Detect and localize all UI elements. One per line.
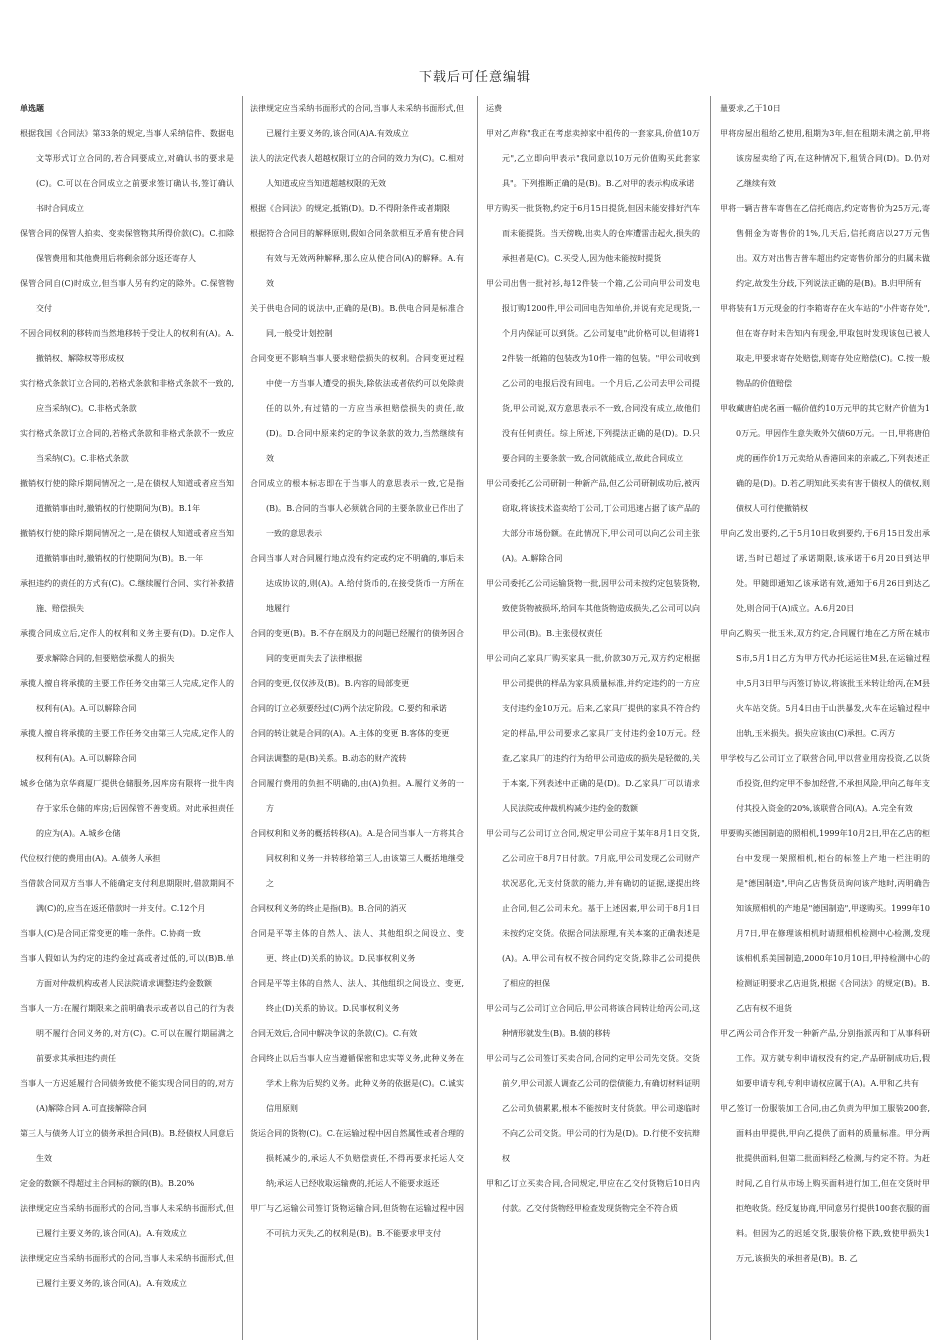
question-item: 当事人假如认为约定的违约金过高或者过低的,可以(B)B.单方面对仲裁机构或者人民法院请求调整违约金数额 — [20, 954, 234, 988]
question-item: 合同履行费用的负担不明确的,由(A)负担。A.履行义务的一方 — [250, 779, 464, 813]
question-item: 运费 — [486, 104, 502, 113]
question-item: 城乡仓储为京华商厦厂提供仓储服务,因库房有限将一批牛肉存于家乐仓储的库房;后因保管不善变质。对此承担责任的应为(A)。A.城乡仓储 — [20, 779, 234, 838]
question-item: 撤销权行使的除斥期间情况之一,是在债权人知道或者应当知道撤销事由时,撤销权的行使期间为(B)。B.一年 — [20, 529, 234, 563]
question-item: 代位权行使的费用由(A)。A.债务人承担 — [20, 854, 161, 863]
question-item: 实行格式条款订立合同的,若格式条款和非格式条款不一致的,应当采纳(C)。C.非格式条款 — [20, 379, 234, 413]
question-item: 甲乙两公司合作开发一种新产品,分别指派丙和丁从事科研工作。双方就专利申请权没有约定,产品研制成功后,假如要申请专利,专利申请权应属于(A)。A.甲和乙共有 — [720, 1029, 930, 1088]
question-item: 实行格式条款订立合同的,若格式条款和非格式条款不一致应当采纳(C)。C.非格式条款 — [20, 429, 234, 463]
question-item: 甲乙签订一份服装加工合同,由乙负责为甲加工服装200套,面料由甲提供,甲向乙提供了面料的质量标准。甲分两批提供面料,但第二批面料经乙检测,与约定不符。为赶时间,乙自行从市场上购买面料进行加工,但在交货时甲拒绝收货。经反复协商,甲同意另行提供100套衣服的面料。但因为乙的迟延交货,服装价格下跌,致使甲损失1万元,该损失的承担者是(B)。B. 乙 — [720, 1104, 930, 1263]
question-item: 甲将一辆吉普车寄售在乙信托商店,约定寄售价为25万元,寄售佣金为寄售价的1%,几天后,信托商店以27万元售出。双方对出售吉普车超出约定寄售价部分的归属未做约定,故发生分歧,下列说法正确的是(B)。B.归甲所有 — [720, 204, 930, 288]
question-item: 货运合同的货物(C)。C.在运输过程中因自然属性或者合理的损耗减少的,承运人不负赔偿责任,不得再要求托运人交纳;承运人已经收取运输费的,托运人不能要求返还 — [250, 1129, 464, 1188]
question-item: 合同权利义务的终止是指(B)。B.合同的消灭 — [250, 904, 407, 913]
question-item: 甲向乙购买一批玉米,双方约定,合同履行地在乙方所在城市S市,5月1日乙方为甲方代办托运运往M县,在运输过程中,5月3日甲与丙签订协议,将该批玉米转让给丙,在M县火车站交货。5月4日由于山洪暴发,火车在运输过程中出轨,玉米损失。损失应该由(C)承担。C.丙方 — [720, 629, 930, 738]
question-item: 甲收藏唐伯虎名画一幅价值约10万元甲的其它财产价值为10万元。甲因作生意失败外欠债60万元。一日,甲将唐伯虎的画作价1万元卖给从香港回来的亲戚乙,下列表述正确的是(D)。D.若乙明知此买卖有害于债权人的债权,则债权人可行使撤销权 — [720, 404, 930, 513]
question-item: 承揽合同成立后,定作人的权利和义务主要有(D)。D.定作人要求解除合同的,但要赔偿承揽人的损失 — [20, 629, 234, 663]
question-item: 甲公司出售一批衬衫,每12件装一个箱,乙公司向甲公司发电报订购1200件,甲公司回电告知单价,并说有充足现货,一个月内保证可以到货。乙公司复电"此价格可以,但请将12件装一纸箱的包装改为10件一箱的包装。"甲公司收到乙公司的电报后没有回电。一个月后,乙公司去甲公司提货,甲公司说,双方意思表示不一致,合同没有成立,故他们没有任何责任。综上所述,下列提法正确的是(D)。D.只要合同的主要条款一致,合同就能成立,故此合同成立 — [486, 279, 700, 463]
question-item: 甲公司与乙公司订立合同后,甲公司将该合同转让给丙公司,这种情形就发生(B)。B.债的移转 — [486, 1004, 700, 1038]
question-item: 合同终止以后当事人应当遵循保密和忠实等义务,此种义务在学术上称为后契约义务。此种义务的依据是(C)。C.诚实信用原则 — [250, 1054, 464, 1113]
question-item: 甲公司与乙公司订立合同,规定甲公司应于某年8月1日交货,乙公司应于8月7日付款。7月底,甲公司发现乙公司财产状况恶化,无支付货款的能力,并有确切的证据,遂提出终止合同,但乙公司未允。基于上述因素,甲公司于8月1日未按约定交货。依据合同法原理,有关本案的正确表述是(A)。A.甲公司有权不按合同约定交货,除非乙公司提供了相应的担保 — [486, 829, 700, 988]
question-item: 当借款合同双方当事人不能确定支付利息期限时,借款期间不满(C)的,应当在返还借款时一并支付。C.12个月 — [20, 879, 234, 913]
question-item: 保管合同自(C)时成立,但当事人另有约定的除外。C.保管物交付 — [20, 279, 234, 313]
question-item: 当事人一方迟延履行合同债务致使不能实现合同目的的,对方(A)解除合同 A.可直接解除合同 — [20, 1079, 234, 1113]
question-columns — [20, 96, 930, 1340]
question-item: 第三人与债务人订立的债务承担合同(B)。B.经债权人同意后生效 — [20, 1129, 234, 1163]
question-item: 合同权利和义务的概括转移(A)。A.是合同当事人一方将其合同权利和义务一并转移给第三人,由该第三人概括地继受之 — [250, 829, 464, 888]
question-item: 根据《合同法》的规定,抵销(D)。D.不得附条件或者期限 — [250, 204, 450, 213]
question-item: 法律规定应当采纳书面形式的合同,当事人未采纳书面形式,但已履行主要义务的,该合同(A)。A.有效成立 — [20, 1204, 234, 1238]
question-item: 定金的数额不得超过主合同标的额的(B)。B.20% — [20, 1179, 195, 1188]
question-item: 合同变更不影响当事人要求赔偿损失的权利。合同变更过程中使一方当事人遭受的损失,除依法或者依约可以免除责任的以外,有过错的一方应当承担赔偿损失的责任,故(D)。D.合同中原来约定的争议条款的效力,当然继续有效 — [250, 354, 464, 463]
question-item: 甲和乙订立买卖合同,合同规定,甲应在乙交付货物后10日内付款。乙交付货物经甲检查发现货物完全不符合质 — [486, 1179, 700, 1213]
question-item: 根据我国《合同法》第33条的规定,当事人采纳信件、数据电文等形式订立合同的,若合同要成立,对确认书的要求是(C)。C.可以在合同成立之前要求签订确认书,签订确认书时合同成立 — [20, 129, 234, 213]
question-item: 甲将装有1万元现金的行李箱寄存在火车站的"小件寄存处",但在寄存时未告知内有现金,甲取包时发现该包已被人取走,甲要求寄存处赔偿,则寄存处应赔偿(C)。C.按一般物品的价值赔偿 — [720, 304, 930, 388]
question-item: 合同的转让就是合同的(A)。A.主体的变更 B.客体的变更 — [250, 729, 450, 738]
page-title: 下载后可任意编辑 — [418, 70, 531, 85]
question-item: 当事人一方:在履行期限来之前明确表示或者以自己的行为表明不履行合同义务的,对方(C)。C.可以在履行期届满之前要求其承担违约责任 — [20, 1004, 234, 1063]
question-item: 法人的法定代表人超越权限订立的合同的效力为(C)。C.相对人知道或应当知道超越权限的无效 — [250, 154, 464, 188]
column-divider — [242, 96, 243, 1340]
question-item: 当事人(C)是合同正常变更的唯一条件。C.协商一致 — [20, 929, 201, 938]
question-item: 量要求,乙于10日 — [720, 104, 781, 113]
question-item: 合同成立的根本标志即在于当事人的意思表示一致,它是指(B)。B.合同的当事人必须就合同的主要条款业已作出了一致的意思表示 — [250, 479, 464, 538]
question-item: 甲要购买德国制造的照相机,1999年10月2日,甲在乙店的柜台中发现一架照相机,柜台的标签上产地一栏注明的是"德国制造",甲向乙店售货员询问该产地时,丙明确告知该照相机的产地是"德国制造",甲遂购买。1999年10月7日,甲在修理该相机时请照相机检测中心检测,发现该相机系美国制造,2000年10月10日,甲持检测中心的检测证明要求乙店退货,根据《合同法》的规定(B)。B.乙店有权不退货 — [720, 829, 930, 1013]
column-divider — [477, 96, 478, 1340]
question-item: 甲将房屋出租给乙使用,租期为3年,但在租期未满之前,甲将该房屋卖给了丙,在这种情况下,租赁合同(D)。D.仍对乙继续有效 — [720, 129, 930, 188]
question-item: 根据符合合同目的解释原则,假如合同条款相互矛盾有使合同有效与无效两种解释,那么应从使合同(A)的解释。A.有效 — [250, 229, 464, 288]
section-heading: 单选题 — [20, 104, 44, 113]
question-item: 法律规定应当采纳书面形式的合同,当事人未采纳书面形式,但已履行主要义务的,该合同(A)A.有效成立 — [250, 104, 464, 138]
question-item: 合同的变更,仅仅涉及(B)。B.内容的局部变更 — [250, 679, 410, 688]
question-item: 合同是平等主体的自然人、法人、其他组织之间设立、变更、终止(D)关系的协议。D.民事权利义务 — [250, 929, 464, 963]
question-item: 甲公司委托乙公司运输货物一批,因甲公司未按约定包装货物,致使货物被损坏,给同车其他货物造成损失,乙公司可以向甲公司(B)。B.主张侵权责任 — [486, 579, 700, 638]
question-item: 合同无效后,合同中解决争议的条款(C)。C.有效 — [250, 1029, 418, 1038]
question-item: 甲公司与乙公司签订买卖合同,合同约定甲公司先交货。交货前夕,甲公司派人调查乙公司的偿债能力,有确切材料证明乙公司负债累累,根本不能按时支付货款。甲公司遂临时不向乙公司交货。甲公司的行为是(D)。D.行使不安抗辩权 — [486, 1054, 700, 1163]
column-2 — [250, 96, 464, 1340]
question-item: 甲对乙声称"我正在考虑卖掉家中祖传的一套家具,价值10万元",乙立即向甲表示"我同意以10万元价值购买此套家具"。下列推断正确的是(B)。B.乙对甲的表示构成承诺 — [486, 129, 700, 188]
question-item: 承揽人擅自将承揽的主要工作任务交由第三人完成,定作人的权利有(A)。A.可以解除合同 — [20, 679, 234, 713]
question-item: 承揽人擅自将承揽的主要工作任务交由第三人完成,定作人的权利有(A)。A.可以解除合同 — [20, 729, 234, 763]
question-item: 合同的订立必须要经过(C)两个法定阶段。C.要约和承诺 — [250, 704, 447, 713]
question-item: 撤销权行使的除斥期间情况之一,是在债权人知道或者应当知道撤销事由时,撤销权的行使期间为(B)。B.1年 — [20, 479, 234, 513]
column-1 — [20, 96, 234, 1340]
column-3 — [486, 96, 700, 1340]
question-item: 甲公司向乙家具厂购买家具一批,价款30万元,双方约定根据甲公司提供的样品为家具质量标准,并约定违约的一方应支付违约金10万元。后来,乙家具厂提供的家具不符合约定的样品,甲公司要求乙家具厂支付违约金10万元。经查,乙家具厂的违约行为给甲公司造成的损失是轻微的,关于本案,下列表述中正确的是(D)。D.乙家具厂可以请求人民法院或仲裁机构减少违约金的数额 — [486, 654, 700, 813]
question-item: 法律规定应当采纳书面形式的合同,当事人未采纳书面形式,但已履行主要义务的,该合同(A)。A.有效成立 — [20, 1254, 234, 1288]
question-item: 合同当事人对合同履行地点没有约定或约定不明确的,事后未达成协议的,则(A)。A.给付货币的,在接受货币一方所在地履行 — [250, 554, 464, 613]
question-item: 甲厂与乙运输公司签订货物运输合同,但货物在运输过程中因不可抗力灭失,乙的权利是(B)。B.不能要求甲支付 — [250, 1204, 464, 1238]
question-item: 合同法调整的是(B)关系。B.动态的财产流转 — [250, 754, 407, 763]
question-item: 合同是平等主体的自然人、法人、其他组织之间设立、变更,终止(D)关系的协议。D.民事权利义务 — [250, 979, 464, 1013]
question-item: 合同的变更(B)。B.不存在纲及力的问题已经履行的债务因合同的变更而失去了法律根据 — [250, 629, 464, 663]
question-item: 不因合同权利的移转而当然地移转于受让人的权利有(A)。A.撤销权、解除权等形成权 — [20, 329, 234, 363]
question-item: 关于供电合同的说法中,正确的是(B)。B.供电合同是标准合同,一般受计划控制 — [250, 304, 464, 338]
question-item: 保管合同的保管人拍卖、变卖保管物其所得价款(C)。C.扣除保管费用和其他费用后将剩余部分返还寄存人 — [20, 229, 234, 263]
question-item: 甲公司委托乙公司研制一种新产品,但乙公司研制成功后,被丙窃取,将该技术盗卖给丁公司,丁公司迅速占据了该产品的大部分市场份额。在此情况下,甲公司可以向乙公司主张(A)。A.解除合同 — [486, 479, 700, 563]
question-item: 承担违约的责任的方式有(C)。C.继续履行合同、实行补救措施、赔偿损失 — [20, 579, 234, 613]
column-divider — [710, 96, 711, 1340]
question-item: 甲学校与乙公司订立了联营合同,甲以营业用房投资,乙以货币投资,但约定甲不参加经营,不承担风险,甲向乙每年支付其投入资金的20%,该联营合同(A)。A.完全有效 — [720, 754, 930, 813]
question-item: 甲向乙发出要约,乙于5月10日收到要约,于6月15日发出承诺,当时已超过了承诺期限,该承诺于6月20日到达甲处。甲随即通知乙该承诺有效,通知于6月26日到达乙处,则合同于(A)成立。A.6月20日 — [720, 529, 930, 613]
column-4 — [720, 96, 930, 1340]
question-item: 甲方购买一批货物,约定于6月15日提货,但因未能安排好汽车而未能提货。当天傍晚,出卖人的仓库遭雷击起火,损失的承担者是(C)。C.买受人,因为他未能按时提货 — [486, 204, 700, 263]
